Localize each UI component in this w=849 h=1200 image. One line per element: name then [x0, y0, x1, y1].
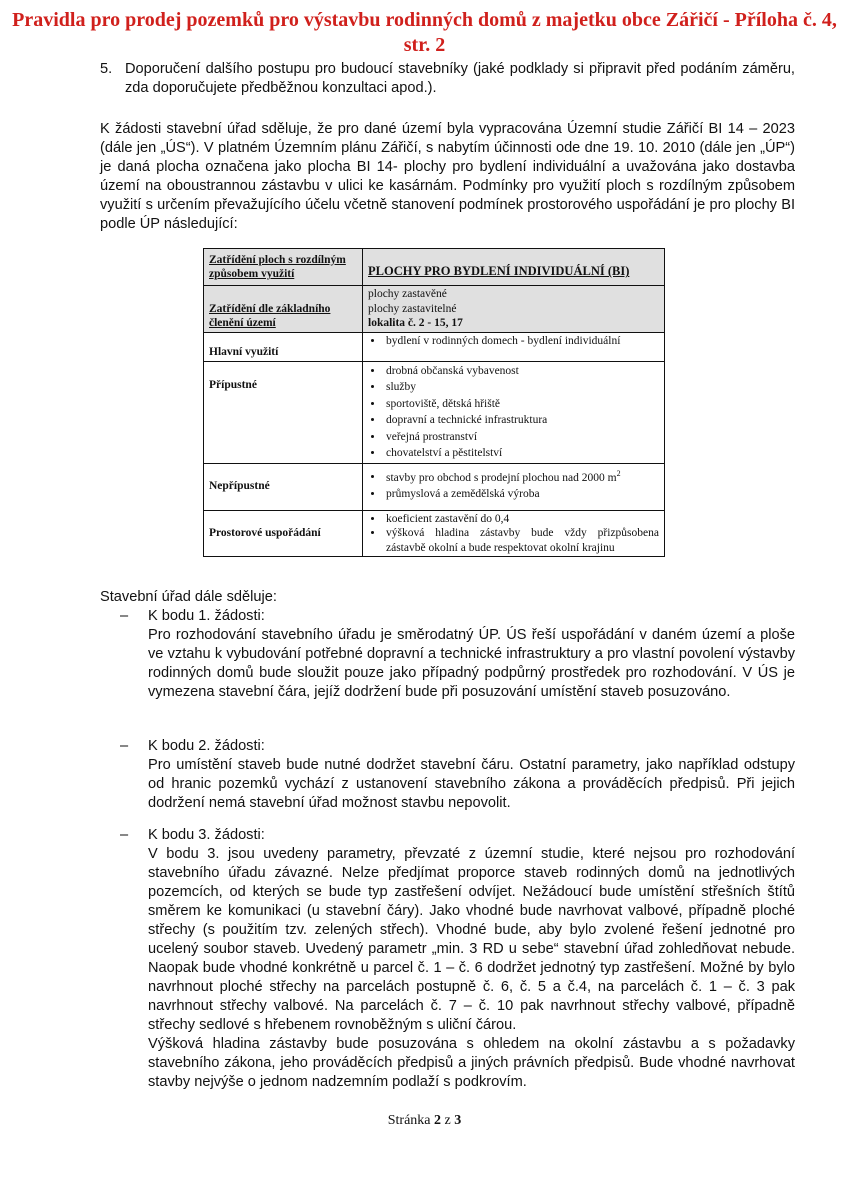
table-row	[204, 361, 665, 463]
page-footer: Stránka 2 z 3	[387, 1113, 462, 1128]
row-value: PLOCHY PRO BYDLENÍ INDIVIDUÁLNÍ (BI)	[368, 264, 630, 279]
page-number: 2	[434, 1113, 442, 1128]
row-line: plochy zastavěné	[368, 288, 447, 300]
row-line: plochy zastavitelné	[368, 302, 457, 315]
intro-paragraph: K žádosti stavební úřad sděluje, že pro dané území byla vypracována Územní studie Zářičí BI 14 – 2023 (dále jen „ÚS“). V platném Územním plánu Zářičí, s nabytím účinnosti ode dne 19. 10. 2010 (dále jen „ÚP“) je daná plocha označena jako plocha BI 14- plochy pro bydlení individuální a uvažována jako dostavba území na oboustrannou zástavbu v ulici ke kasárnám. Podmínky pro využití ploch s rozdílným způsobem využití s určením převažujícího účelu včetně stanovení podmínek prostorového uspořádání je pro plochy BI podle ÚP následující:	[100, 121, 795, 232]
list-item: • bydlení v rodinných domech - bydlení individuální	[384, 334, 659, 349]
page-total: 3	[454, 1113, 462, 1128]
table-row	[204, 332, 665, 361]
row-line-bold: lokalita č. 2 - 15, 17	[368, 317, 463, 329]
point-body: Výšková hladina zástavby bude posuzována s ohledem na okolní zástavbu a s požadavky stavebního zákona, jeho prováděcích předpisů a jiných právních předpisů. Bude vhodné navrhovat stavby nejvýše o jednom nadzemním podlaží s podkrovím.	[148, 1036, 795, 1090]
list-item: • drobná občanská vybavenost	[384, 363, 659, 380]
point-3	[120, 826, 795, 1092]
list-item: • koeficient zastavění do 0,4	[384, 512, 659, 527]
point-heading: K bodu 3. žádosti:	[148, 827, 265, 843]
dash-bullet: –	[120, 608, 129, 624]
table-row	[204, 510, 665, 557]
row-label: Hlavní využití	[204, 332, 363, 361]
dash-bullet: –	[120, 738, 129, 754]
dash-bullet: –	[120, 827, 129, 843]
list-item: • výšková hladina zástavby bude vždy přizpůsobena zástavbě okolní a bude respektovat okolní krajinu	[384, 526, 659, 555]
point-heading: K bodu 1. žádosti:	[148, 608, 265, 624]
point-body: Pro umístění staveb bude nutné dodržet stavební čáru. Ostatní parametry, jako například odstupy od hranic pozemků vychází z ustanovení stavebního zákona a prováděcích předpisů. Při jejich dodržení nemá stavební úřad možnost stavbu nepovolit.	[148, 757, 795, 811]
point-body: V bodu 3. jsou uvedeny parametry, převzaté z územní studie, které nejsou pro rozhodování stavebního úřadu závazné. Nelze předjímat proporce staveb rodinných domů na jednotlivých pozemcích, od kterých se bude typ zastřešení odvíjet. Nežádoucí bude umístění střešních štítů směrem ke komunikaci (u stavební čáry). Jako vhodné bude navrhovat valbové, případně ploché střechy (s použitím tzv. zelených střech). Vhodné bude, aby bylo zvolené řešení jednotné pro ucelený soubor staveb. Uvedený parametr „min. 3 RD u sebe“ stavební úřad zohledňovat nebude. Naopak bude vhodné konkrétně u parcel č. 1 – č. 6 dodržet jednotný typ zastřešení. Možné by bylo navrhnout ploché střechy na parcelách postupně č. 6, č. 5 a č.4, na parcelách č. 1 – č. 3 pak navrhnout střechy valbové. Na parcelách č. 7 – č. 10 pak navrhnout střechy valbové, případně střechy sedlové s hřebenem rovnoběžným s uliční čárou.	[148, 846, 795, 1033]
list-item: • služby	[384, 379, 659, 396]
list-item: • dopravní a technické infrastruktura	[384, 412, 659, 429]
point-heading: K bodu 2. žádosti:	[148, 738, 265, 754]
list-item: • průmyslová a zemědělská výroba	[384, 486, 659, 503]
point-body: Pro rozhodování stavebního úřadu je směrodatný ÚP. ÚS řeší uspořádání v daném území a ploše ve vztahu k vybudování potřebné dopravní a technické infrastruktury a pro vlastní povolení výstavby rodinných domů bude sloužit pouze jako případný podpůrný prostředek pro rozhodování. V ÚS je vymezena stavební čára, jejíž dodržení bude při posuzování umístění staveb posuzováno.	[148, 627, 795, 700]
table-row	[204, 249, 665, 286]
list-item: • veřejná prostranství	[384, 429, 659, 446]
table-row	[204, 463, 665, 510]
table-row	[204, 286, 665, 333]
page-title: Pravidla pro prodej pozemků pro výstavbu rodinných domů z majetku obce Zářičí - Příloha č. 4, str. 2	[12, 9, 837, 56]
list-item: • chovatelství a pěstitelství	[384, 445, 659, 462]
point-1	[120, 607, 795, 702]
item-number: 5.	[100, 61, 113, 77]
row-label: Prostorové uspořádání	[204, 510, 363, 557]
item-text: Doporučení dalšího postupu pro budoucí stavebníky (jaké podklady si připravit před podáním záměru, zda doporučujete předběžnou konzultaci apod.).	[125, 61, 795, 96]
point-2	[120, 737, 795, 813]
row-label: Nepřípustné	[204, 463, 363, 510]
item-5	[100, 60, 795, 98]
further-heading: Stavební úřad dále sděluje:	[100, 589, 277, 605]
row-label: Zatřídění ploch s rozdílným způsobem využití	[209, 253, 346, 280]
land-use-table	[203, 248, 665, 557]
row-label: Zatřídění dle základního členění území	[209, 302, 331, 329]
list-item: • sportoviště, dětská hřiště	[384, 396, 659, 413]
list-item: • stavby pro obchod s prodejní plochou nad 2000 $m^2$	[384, 465, 659, 487]
superscript: 2	[616, 468, 621, 478]
row-label: Přípustné	[204, 361, 363, 463]
